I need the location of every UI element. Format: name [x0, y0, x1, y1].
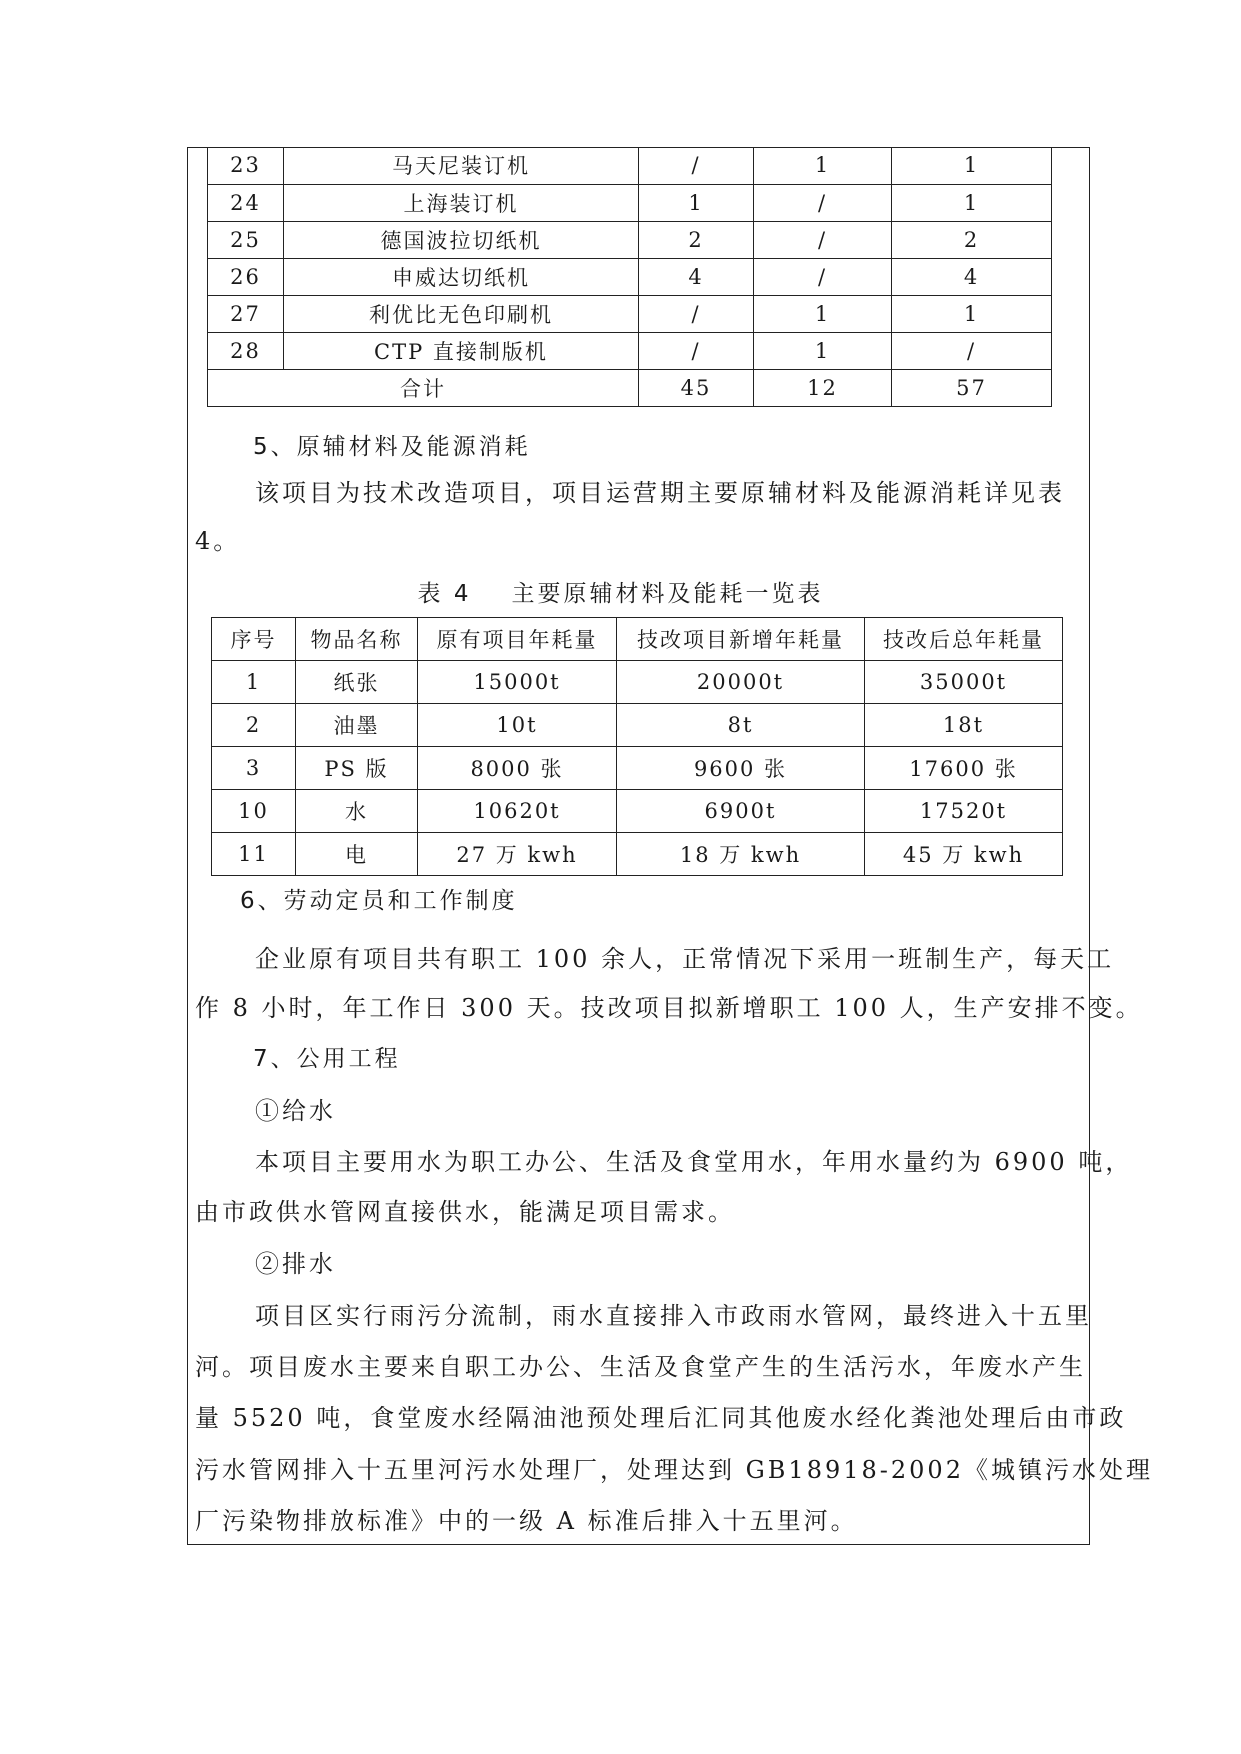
total-new: 12 — [754, 369, 892, 406]
section7-heading: 7、公用工程 — [253, 1046, 401, 1072]
row-number: 25 — [208, 221, 284, 258]
existing-count: 2 — [639, 221, 754, 258]
table-cell: 8000 张 — [418, 747, 617, 790]
materials-table — [211, 617, 1063, 876]
table-row — [208, 295, 1052, 332]
equipment-name: 上海装订机 — [284, 184, 639, 221]
table-cell: 17520t — [865, 790, 1063, 833]
equipment-name: 马天尼装订机 — [284, 147, 639, 184]
existing-count: 4 — [639, 258, 754, 295]
table-row — [208, 184, 1052, 221]
table-row — [208, 332, 1052, 369]
row-number: 27 — [208, 295, 284, 332]
drainage-line: 河。项目废水主要来自职工办公、生活及食堂产生的生活污水，年废水产生 — [195, 1353, 1086, 1381]
row-number: 24 — [208, 184, 284, 221]
equipment-name: CTP 直接制版机 — [284, 332, 639, 369]
new-count: 1 — [754, 147, 892, 184]
total-count: 2 — [892, 221, 1052, 258]
new-count: / — [754, 258, 892, 295]
existing-count: / — [639, 147, 754, 184]
total-all: 57 — [892, 369, 1052, 406]
table-cell: 15000t — [418, 661, 617, 704]
table-cell: PS 版 — [296, 747, 418, 790]
table-row — [212, 790, 1063, 833]
table-header-row — [212, 618, 1063, 661]
table-cell: 11 — [212, 833, 296, 876]
table-cell: 2 — [212, 704, 296, 747]
total-count: / — [892, 332, 1052, 369]
new-count: / — [754, 221, 892, 258]
table-row — [212, 747, 1063, 790]
table-row — [212, 661, 1063, 704]
table-total-row — [208, 369, 1052, 406]
equipment-name: 德国波拉切纸机 — [284, 221, 639, 258]
table-row — [208, 258, 1052, 295]
drainage-line: 量 5520 吨，食堂废水经隔油池预处理后汇同其他废水经化粪池处理后由市政 — [195, 1404, 1127, 1432]
table-row — [208, 221, 1052, 258]
equipment-table — [207, 147, 1052, 407]
water-supply-line: 本项目主要用水为职工办公、生活及食堂用水，年用水量约为 6900 吨， — [255, 1148, 1133, 1176]
row-number: 28 — [208, 332, 284, 369]
header-cell: 技改项目新增年耗量 — [617, 618, 865, 661]
row-number: 26 — [208, 258, 284, 295]
total-label: 合计 — [208, 369, 639, 406]
total-count: 1 — [892, 295, 1052, 332]
table-cell: 35000t — [865, 661, 1063, 704]
table-cell: 水 — [296, 790, 418, 833]
table-cell: 27 万 kwh — [418, 833, 617, 876]
table-cell: 17600 张 — [865, 747, 1063, 790]
existing-count: / — [639, 332, 754, 369]
table-cell: 20000t — [617, 661, 865, 704]
table-cell: 9600 张 — [617, 747, 865, 790]
table-cell: 油墨 — [296, 704, 418, 747]
total-count: 1 — [892, 184, 1052, 221]
header-cell: 技改后总年耗量 — [865, 618, 1063, 661]
table-cell: 3 — [212, 747, 296, 790]
table-row — [212, 833, 1063, 876]
table-cell: 18t — [865, 704, 1063, 747]
table-cell: 18 万 kwh — [617, 833, 865, 876]
section6-paragraph-line: 企业原有项目共有职工 100 余人，正常情况下采用一班制生产，每天工 — [255, 945, 1115, 973]
new-count: / — [754, 184, 892, 221]
section5-paragraph-line: 4。 — [195, 527, 241, 555]
table-row — [208, 147, 1052, 184]
water-supply-line: 由市政供水管网直接供水，能满足项目需求。 — [195, 1198, 735, 1226]
table-cell: 8t — [617, 704, 865, 747]
water-supply-heading: ①给水 — [255, 1097, 336, 1125]
table-row — [212, 704, 1063, 747]
header-cell: 序号 — [212, 618, 296, 661]
table4-caption-number: 表 4 — [417, 581, 472, 607]
header-cell: 原有项目年耗量 — [418, 618, 617, 661]
table-cell: 45 万 kwh — [865, 833, 1063, 876]
table-cell: 10t — [418, 704, 617, 747]
drainage-line: 厂污染物排放标准》中的一级 A 标准后排入十五里河。 — [195, 1507, 858, 1535]
existing-count: 1 — [639, 184, 754, 221]
section6-heading: 6、劳动定员和工作制度 — [240, 888, 518, 914]
drainage-heading: ②排水 — [255, 1250, 336, 1278]
table-cell: 10620t — [418, 790, 617, 833]
drainage-line: 污水管网排入十五里河污水处理厂，处理达到 GB18918-2002《城镇污水处理 — [195, 1456, 1153, 1484]
table-cell: 1 — [212, 661, 296, 704]
table4-caption-title: 主要原辅材料及能耗一览表 — [511, 581, 824, 607]
row-number: 23 — [208, 147, 284, 184]
table-cell: 10 — [212, 790, 296, 833]
total-count: 4 — [892, 258, 1052, 295]
new-count: 1 — [754, 295, 892, 332]
equipment-name: 申威达切纸机 — [284, 258, 639, 295]
table4-caption — [0, 575, 1241, 608]
header-cell: 物品名称 — [296, 618, 418, 661]
table-cell: 纸张 — [296, 661, 418, 704]
drainage-line: 项目区实行雨污分流制，雨水直接排入市政雨水管网，最终进入十五里 — [255, 1302, 1092, 1330]
section5-heading: 5、原辅材料及能源消耗 — [253, 434, 531, 460]
equipment-name: 利优比无色印刷机 — [284, 295, 639, 332]
new-count: 1 — [754, 332, 892, 369]
section6-paragraph-line: 作 8 小时，年工作日 300 天。技改项目拟新增职工 100 人，生产安排不变。 — [195, 994, 1143, 1022]
total-count: 1 — [892, 147, 1052, 184]
table-cell: 电 — [296, 833, 418, 876]
existing-count: / — [639, 295, 754, 332]
table-cell: 6900t — [617, 790, 865, 833]
section5-paragraph-line: 该项目为技术改造项目，项目运营期主要原辅材料及能源消耗详见表 — [255, 479, 1065, 507]
total-existing: 45 — [639, 369, 754, 406]
